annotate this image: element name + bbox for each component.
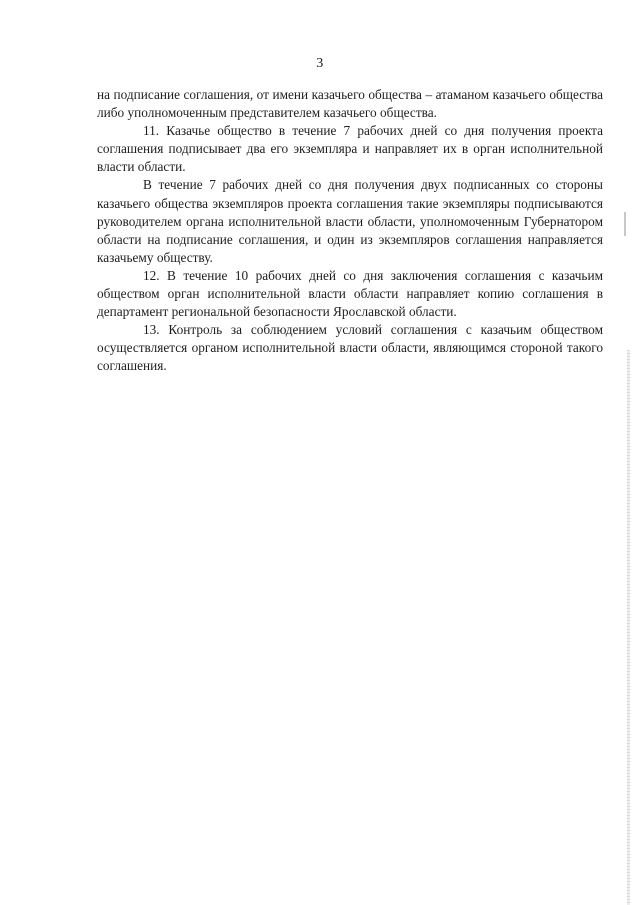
paragraph-item-12: 12. В течение 10 рабочих дней со дня заключения соглашения с казачьим обществом орган исполнительной власти области направляет копию соглашения в департамент региональной безопасности Ярославской области. <box>97 267 603 320</box>
paragraph-item-11: 11. Казачье общество в течение 7 рабочих дней со дня получения проекта соглашения подписывает два его экземпляра и направляет их в орган исполнительной власти области. <box>97 123 603 175</box>
scan-artifact-mark <box>624 212 626 236</box>
document-body <box>97 86 603 376</box>
page-number: 3 <box>316 56 324 71</box>
scan-edge-artifact <box>627 350 630 905</box>
paragraph-continuation: на подписание соглашения, от имени казачьего общества – атаманом казачьего общества либо уполномоченным представителем казачьего общества. <box>97 87 603 121</box>
paragraph-item-13: 13. Контроль за соблюдением условий соглашения с казачьим обществом осуществляется органом исполнительной власти области, являющимся стороной такого соглашения. <box>97 322 603 374</box>
paragraph-signing-procedure: В течение 7 рабочих дней со дня получения двух подписанных со стороны казачьего общества экземпляров проекта соглашения такие экземпляры подписываются руководителем органа исполнительной власти области, уполномоченным Губернатором области на подписание соглашения, и один из экземпляров соглашения направляется казачьему обществу. <box>97 177 603 265</box>
